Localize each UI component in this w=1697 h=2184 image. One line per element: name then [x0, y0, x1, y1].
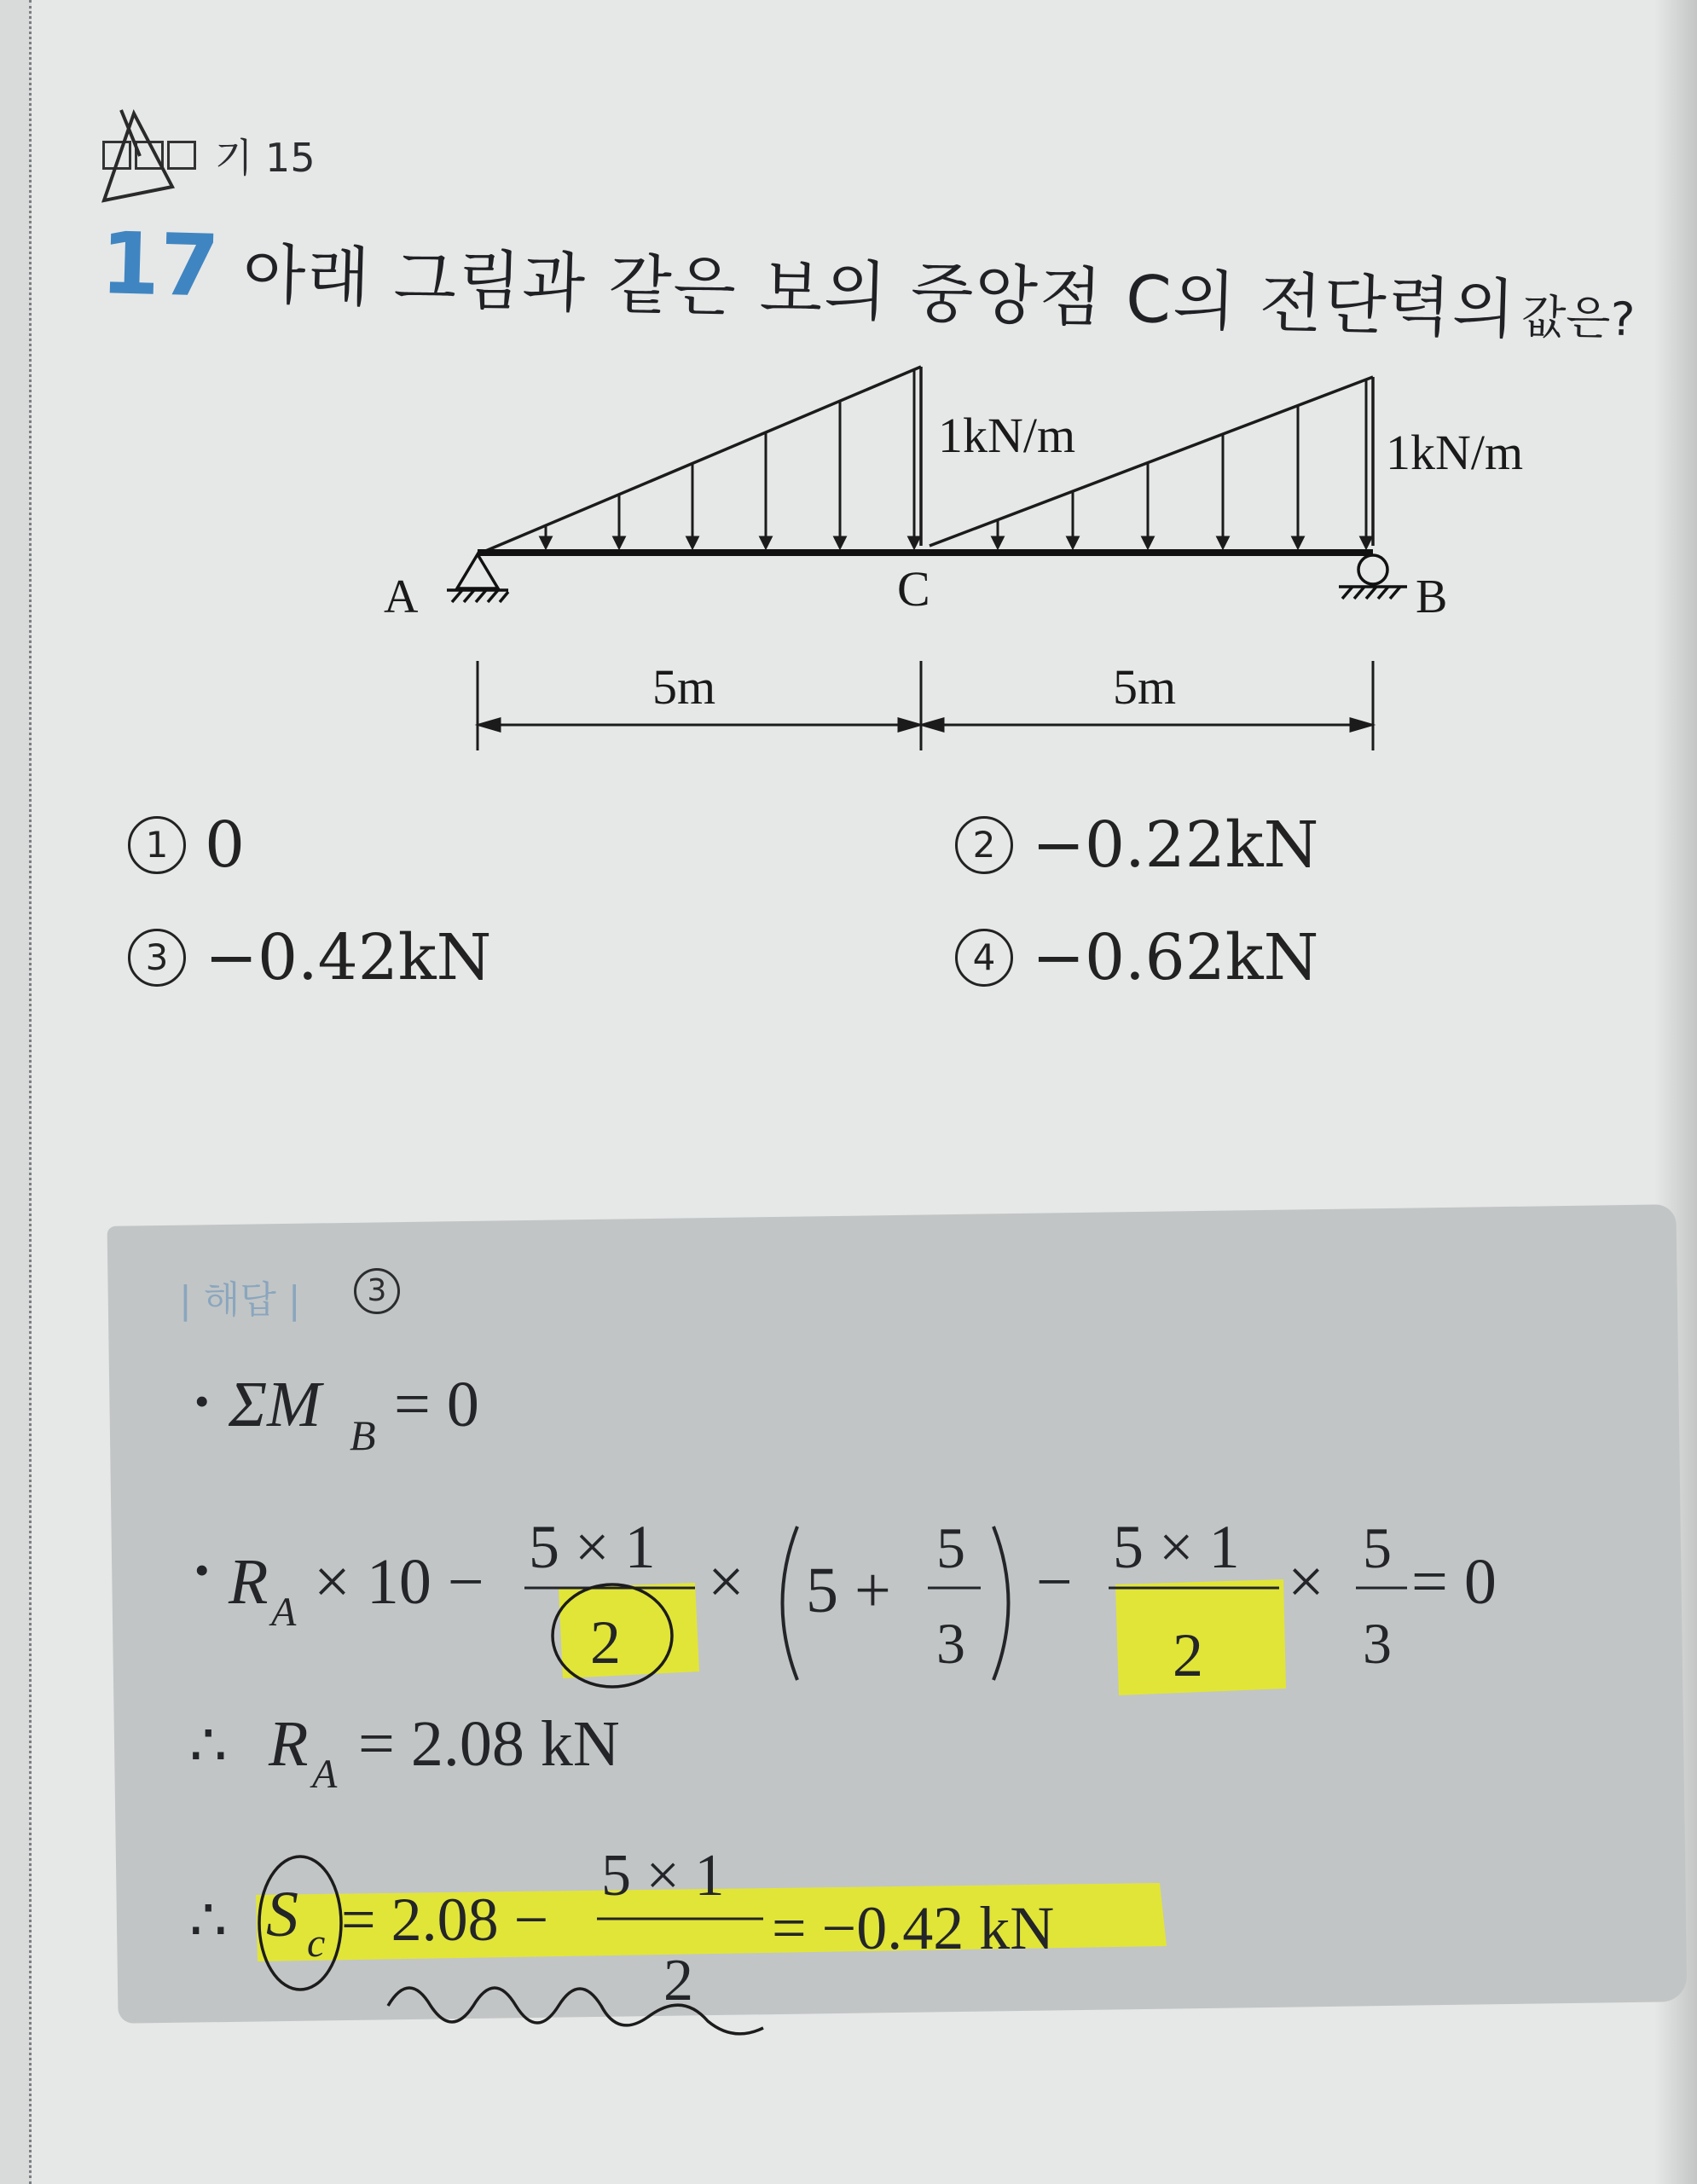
support-a-label: A [384, 571, 419, 623]
support-b-label: B [1416, 571, 1448, 623]
exam-code: 기 15 [215, 135, 316, 181]
times-ten-minus: × 10 − [314, 1546, 484, 1618]
five-plus: 5 + [806, 1555, 891, 1626]
fraction-3-denominator: 2 [1173, 1621, 1203, 1689]
fraction-5-numerator: 5 × 1 [601, 1843, 725, 1909]
choice-value-1: 0 [205, 808, 246, 882]
minus-1: − [1036, 1546, 1073, 1618]
fraction-1-denominator: 2 [590, 1608, 621, 1677]
reaction-a-result-symbol: R [269, 1708, 309, 1780]
reaction-a-symbol: R [229, 1546, 269, 1618]
reaction-a-result-value: = 2.08 kN [358, 1708, 620, 1780]
choice-marker-3: 3 [128, 929, 186, 987]
shear-c-symbol: S [266, 1879, 298, 1950]
therefore-2: ∴ [189, 1888, 228, 1954]
fraction-2-numerator: 5 [936, 1515, 965, 1580]
answer-label: | 해답 | [179, 1278, 301, 1322]
fraction-1-numerator: 5 × 1 [529, 1513, 656, 1581]
choice-value-4: −0.62kN [1032, 921, 1319, 994]
shear-c-expression: = 2.08 − [341, 1886, 549, 1954]
choice-marker-2: 2 [955, 816, 1013, 874]
choice-value-2: −0.22kN [1032, 808, 1319, 882]
fraction-4-denominator: 3 [1363, 1611, 1392, 1676]
load-label-left: 1kN/m [938, 408, 1076, 463]
bullet-1: • [194, 1377, 210, 1425]
question-text: 아래 그림과 같은 보의 중앙점 C의 전단력의 [241, 235, 1518, 348]
answer-number: 3 [354, 1268, 400, 1314]
therefore-1: ∴ [189, 1713, 228, 1779]
reaction-a-sub: A [271, 1590, 297, 1635]
bullet-2: • [194, 1546, 210, 1594]
equals-zero: = 0 [1411, 1546, 1497, 1618]
reaction-a-result-sub: A [312, 1752, 338, 1797]
fraction-4-numerator: 5 [1363, 1515, 1392, 1580]
fraction-5-denominator: 2 [663, 1948, 693, 2013]
question-text-tail: 값은? [1520, 289, 1636, 347]
span-right-label: 5m [1113, 659, 1177, 715]
sum-moment-sub: B [350, 1411, 376, 1459]
paren-right [993, 1526, 1009, 1680]
fraction-2-denominator: 3 [936, 1611, 965, 1676]
load-label-right: 1kN/m [1386, 425, 1524, 480]
shear-c-result: = −0.42 kN [772, 1894, 1055, 1962]
shear-c-sub: c [307, 1920, 326, 1966]
times-2: × [1288, 1546, 1324, 1618]
question-number: 17 [99, 213, 221, 316]
choice-value-3: −0.42kN [205, 921, 492, 994]
choice-marker-4: 4 [955, 929, 1013, 987]
point-c-label: C [897, 561, 930, 617]
times-1: × [708, 1546, 744, 1618]
fraction-3-numerator: 5 × 1 [1113, 1513, 1240, 1581]
span-left-label: 5m [652, 659, 716, 715]
paren-left [783, 1526, 798, 1680]
sum-moment-symbol: ΣM [229, 1369, 321, 1440]
handwritten-squiggle [388, 1988, 763, 2034]
choice-marker-1: 1 [128, 816, 186, 874]
sum-moment-rest: = 0 [394, 1369, 479, 1440]
